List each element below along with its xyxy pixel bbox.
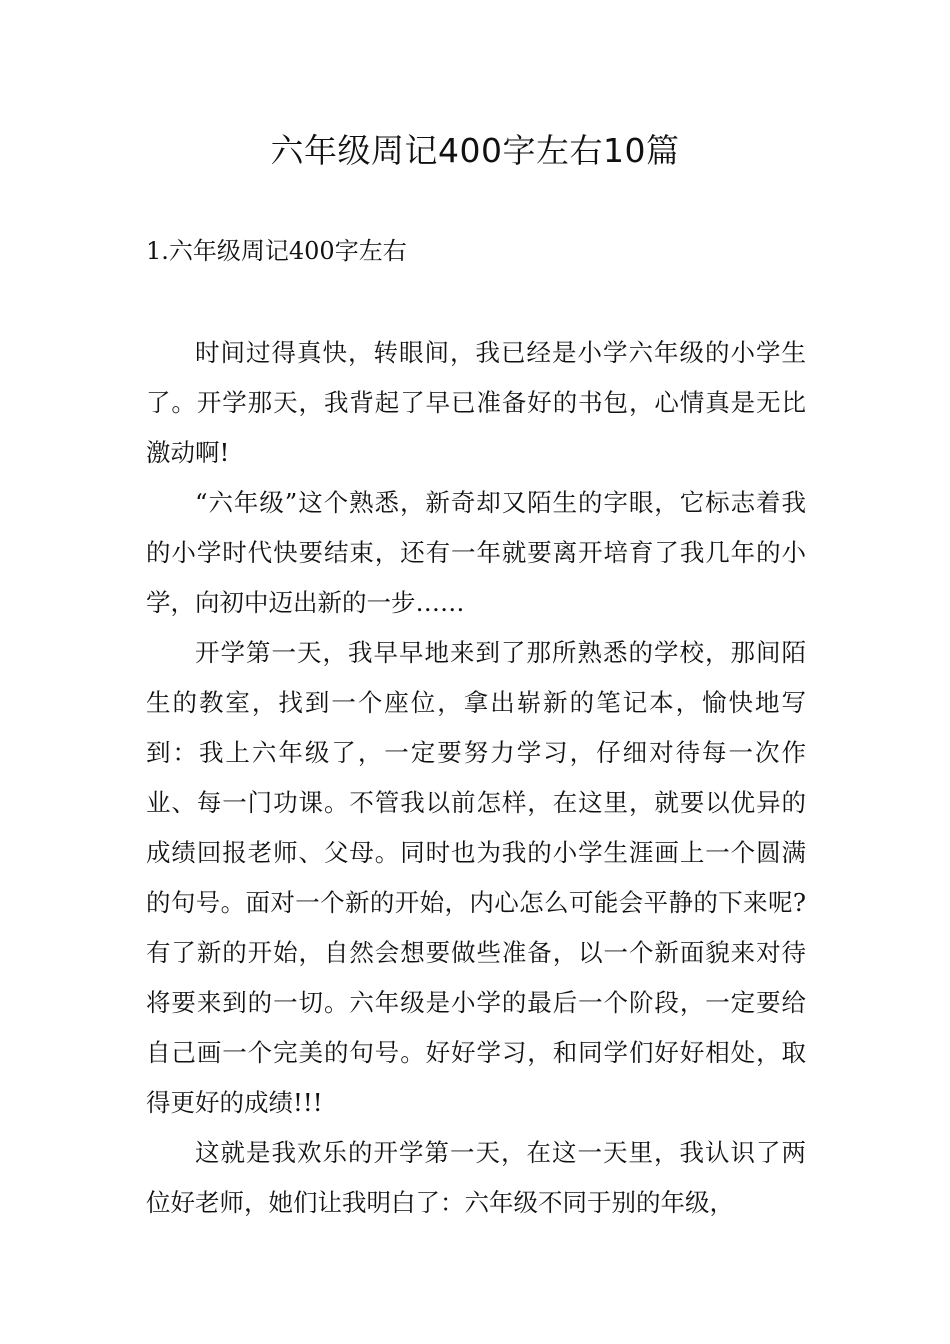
- paragraph: 时间过得真快，转眼间，我已经是小学六年级的小学生了。开学那天，我背起了早已准备好的书包，心情真是无比激动啊!: [146, 338, 806, 467]
- document-title: 六年级周记400字左右10篇: [270, 131, 680, 170]
- document-body: [146, 328, 806, 1228]
- section-heading: 1.六年级周记400字左右: [146, 237, 407, 265]
- paragraph: “六年级”这个熟悉，新奇却又陌生的字眼，它标志着我的小学时代快要结束，还有一年就要离开培育了我几年的小学，向初中迈出新的一步……: [146, 488, 806, 617]
- paragraph: 开学第一天，我早早地来到了那所熟悉的学校，那间陌生的教室，找到一个座位，拿出崭新的笔记本，愉快地写到：我上六年级了，一定要努力学习，仔细对待每一次作业、每一门功课。不管我以前怎样，在这里，就要以优异的成绩回报老师、父母。同时也为我的小学生涯画上一个圆满的句号。面对一个新的开始，内心怎么可能会平静的下来呢?有了新的开始，自然会想要做些准备，以一个新面貌来对待将要来到的一切。六年级是小学的最后一个阶段，一定要给自己画一个完美的句号。好好学习，和同学们好好相处，取得更好的成绩!!!: [146, 638, 806, 1117]
- paragraph: 这就是我欢乐的开学第一天，在这一天里，我认识了两位好老师，她们让我明白了：六年级不同于别的年级，: [146, 1138, 806, 1217]
